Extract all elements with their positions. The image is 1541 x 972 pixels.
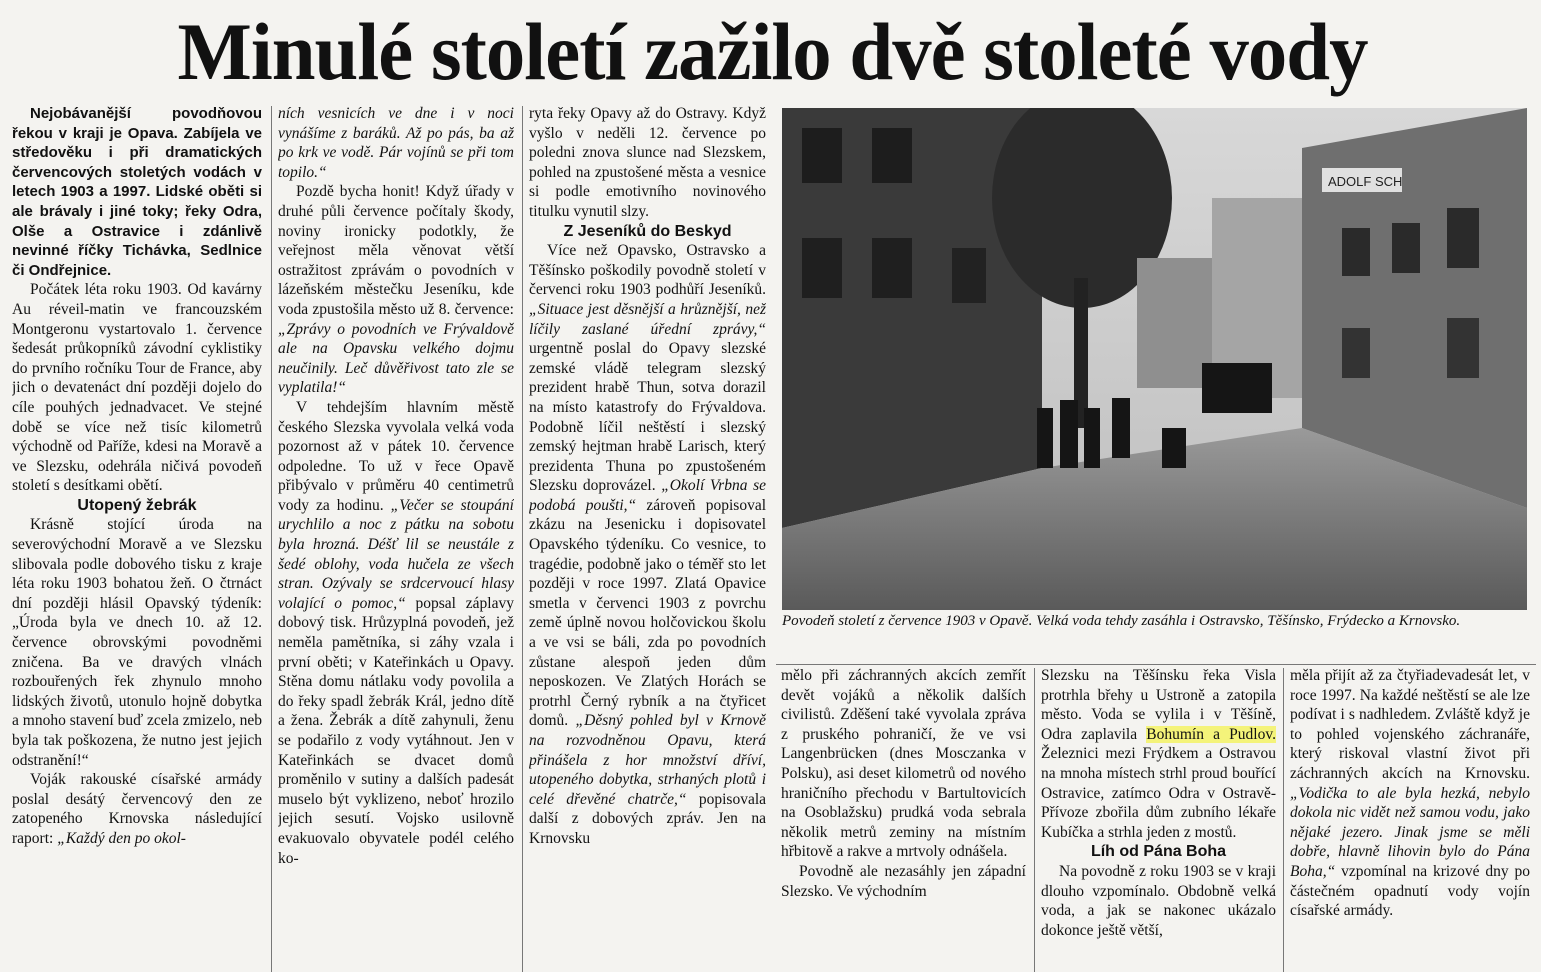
column-rule [271,106,272,972]
photo-caption: Povodeň století z července 1903 v Opavě. Velká voda tehdy zasáhla i Ostravsko, Těšínsko, Frýdecko a Krnovsko. [782,613,1461,629]
column-5 [1041,666,1276,972]
text: Více než Opavsko, Ostravsko a Těšínsko poškodily povodně století v červenci roku 1903 podhůří Jeseníků. [529,242,766,299]
paragraph [1290,666,1530,921]
quote: „Zprávy o povodních ve Frývaldově ale na Opavsku velkého dojmu neučinily. Leč důvěřivost tato zle se vyplatila!“ [278,320,514,397]
paragraph: Na povodně z roku 1903 se v kraji dlouho vzpomínalo. Obdobně velká voda, a jak se nakonec ukázalo dokonce ještě větší, [1041,862,1276,939]
text: měla přijít až za čtyřiadevadesát let, v roce 1997. Na každé neštěstí se ale lze podívat i s nadhledem. Zvláště když je to pohled vojenského záchranáře, který riskoval vlastní život při záchranných akcích na Krnovsku. [1290,667,1530,782]
text: zároveň popisoval zkázu na Jesenicku i dopisovatel Opavského týdeníku. Co vesnice, to tragédie, podobně jako o téměř sto let později v roce 1997. Zlatá Opavice smetla v červenci 1903 z povrchu země úplně novou holčovickou školu a ve vsi se báli, zda po povodních zůstane alespoň jeden dům neposkozen. Ve Zlatých Horách se protrhl Černý rybník a na čtyřicet domů. [529,496,766,730]
paragraph: Povodně ale nezasáhly jen západní Slezsko. Ve východním [781,862,1026,900]
flood-photo-illustration [782,108,1527,610]
shop-sign-text: ADOLF SCH [1328,174,1403,189]
subheading: Z Jeseníků do Beskyd [563,222,732,240]
quote: „Každý den po okol- [57,829,186,847]
lead-paragraph: Nejobávanější povodňovou řekou v kraji je Opava. Zabíjela ve středověku i při dramatických červencových stoletých vodách v letech 1903 a 1997. Lidské oběti si ale brávaly i jiné toky; řeky Odra, Olše a Ostravice i zdánlivě nevinné říčky Tichávka, Sedlnice či Ondřejnice. [12,105,262,279]
paragraph [278,182,514,398]
paragraph [12,770,262,848]
text: popsal záplavy dobový tisk. Hrůzyplná povodeň, jež neměla pamětníka, si záhy vzala i první oběti; v Kateřinkách u Opavy. Stěna domu nátlaku vody povolila a do řeky spadl žebrák Král, jedno dítě a žena. Žebrák a dítě zahynuli, ženu se podařilo z vody vytáhnout. Jen v Kateřinkách se dvacet domů proměnilo v sutiny a dalších padesát muselo být vyklizeno, neboť hrozilo jejich sesutí. Vojsko usilovně evakuovalo obyvatele podél celého ko- [278,594,514,867]
quote: „Večer se stoupání urychlilo a noc z pátku na sobotu byla hrozná. Déšť lil se neustále z šedé oblohy, voda hučela ze všech stran. Ozývaly se srdcervoucí hlasy volající o pomoc,“ [278,496,514,612]
column-2 [278,104,514,970]
text: Pozdě bycha honit! Když úřady v druhé půli července počítaly škody, noviny ironicky podotkly, že veřejnost měla věnovat větší ostražitost zprávám o povodních v lázeňském městečku Jeseníku, kde voda zpustošila město už 8. července: [278,183,514,318]
column-3 [529,104,766,970]
quote: „Vodička to ale byla hezká, nebylo dokola nic vidět než samou vodu, jako nějaké jezero. Jinak jsme se měli dobře, hlavně lihovin bylo do Pána Boha,“ [1290,784,1530,880]
column-rule [522,106,523,972]
text: Slezsku na Těšínsku řeka Visla protrhla břehy u Ustroně a zatopila město. Voda se vylila i v Těšíně, Odra zaplavila [1041,667,1276,743]
paragraph [278,398,514,868]
paragraph [529,241,766,848]
subheading: Líh od Pána Boha [1090,843,1227,861]
text: Voják rakouské císařské armády poslal desátý červencový den ze zatopeného Krnovska následující raport: [12,771,262,847]
paragraph: Počátek léta roku 1903. Od kavárny Au réveil-matin ve francouzském Montgeronu vystartovalo 1. července šedesát průkopníků závodní cyklistiky do prvního ročníku Tour de France, aby jich o devatenáct dní později dojelo do cíle pouhých jednadvacet. Ve stejné době se více než tisíc kilometrů východně od Paříže, kdesi na Moravě a ve Slezsku, odehrála ničivá povodeň století s desítkami obětí. [12,281,262,495]
text: V tehdejším hlavním městě českého Slezska vyvolala velká voda pozornost až v pátek 10. července odpoledne. To už v řece Opavě přibývalo v průměru 40 centimetrů vody za hodinu. [278,398,514,514]
subheading: Utopený žebrák [77,496,197,514]
text: popisovala další z dobových zpráv. Jen na Krnovsku [529,790,766,847]
caption-rule [776,664,1536,665]
column-4 [781,666,1026,972]
paragraph: ryta řeky Opavy až do Ostravy. Když vyšlo v neděli 12. července po poledni znova slunce nad Slezskem, pohled na zpustošené města a vesnice si podle emotivního novinového titulku vynutil slzy. [529,105,766,220]
text: vzpomínal na krizové dny po částečném opadnutí vody vojín císařské armády. [1290,862,1530,920]
highlighted-text: Bohumín a Pudlov. [1146,725,1276,743]
headline: Minulé století zažilo dvě stoleté vody [177,6,1368,97]
column-rule [1034,668,1035,972]
flood-photo [782,108,1527,610]
column-6 [1290,666,1530,972]
column-rule [1283,668,1284,972]
quote: „Okolí Vrbna se podobá poušti,“ [529,477,766,514]
paragraph: mělo při záchranných akcích zemřít devět vojáků a několik dalších civilistů. Zděšení také vyvolala zpráva z pruského pohraničí, že ve vsi Langenbrücken (dnes Mosczanka v Polsku), asi deset kilometrů od nového hraničního přechodu v Bartultovicích na Osoblažsku) prudká voda sebrala několik metrů zeminy na místním hřbitově a rakve a mrtvoly odnášela. [781,667,1026,861]
quote: „Děsný pohled byl v Krnově na rozvodněnou Opavu, která přinášela z hor množství dříví, utopeného dobytka, strhaných plotů i celé dřevěné chatrče,“ [529,712,766,808]
paragraph [1041,666,1276,842]
quote: „Situace jest děsnější a hrůznější, než líčily zaslané úřední zprávy,“ [529,300,766,338]
text: urgentně poslal do Opavy slezské zemské vládě telegram slezský prezident hrabě Thun, sotva dorazil na místo katastrofy do Frývaldova. Podobně líčil neštěstí i slezský zemský hejtman hrabě Larisch, který prezidenta Thuna po zpustošeném Slezsku doprovázel. [529,340,766,495]
paragraph: Krásně stojící úroda na severovýchodní Moravě a ve Slezsku slibovala podle dobového tisku z kraje léta roku 1903 bohatou žeň. O čtrnáct dní později hlásil Opavský týdeník: „Úroda byla ve dnech 10. až 12. července obrovskými povodněmi zničena. Ba ve dravých vlnách rozbouřených řek zhynulo mnoho lidských životů, utonulo hojně dobytka a mnoho stavení buď zcela zmizelo, neb byla tak poškozena, že nutno jest jejich odstranění!“ [12,516,262,769]
column-1 [12,104,262,970]
quote-continued: ních vesnicích ve dne i v noci vynášíme z baráků. Až po pás, ba až po krk ve vodě. Pár vojínů se při tom topilo.“ [278,105,514,181]
text: Železnici mezi Frýdkem a Ostravou na mnoha místech strhl proud bouřící Ostravice, zatímco Odra v Ostravě-Přívoze zbořila dům zubního lékaře Kubíčka a strhla jeden z mostů. [1041,745,1276,841]
